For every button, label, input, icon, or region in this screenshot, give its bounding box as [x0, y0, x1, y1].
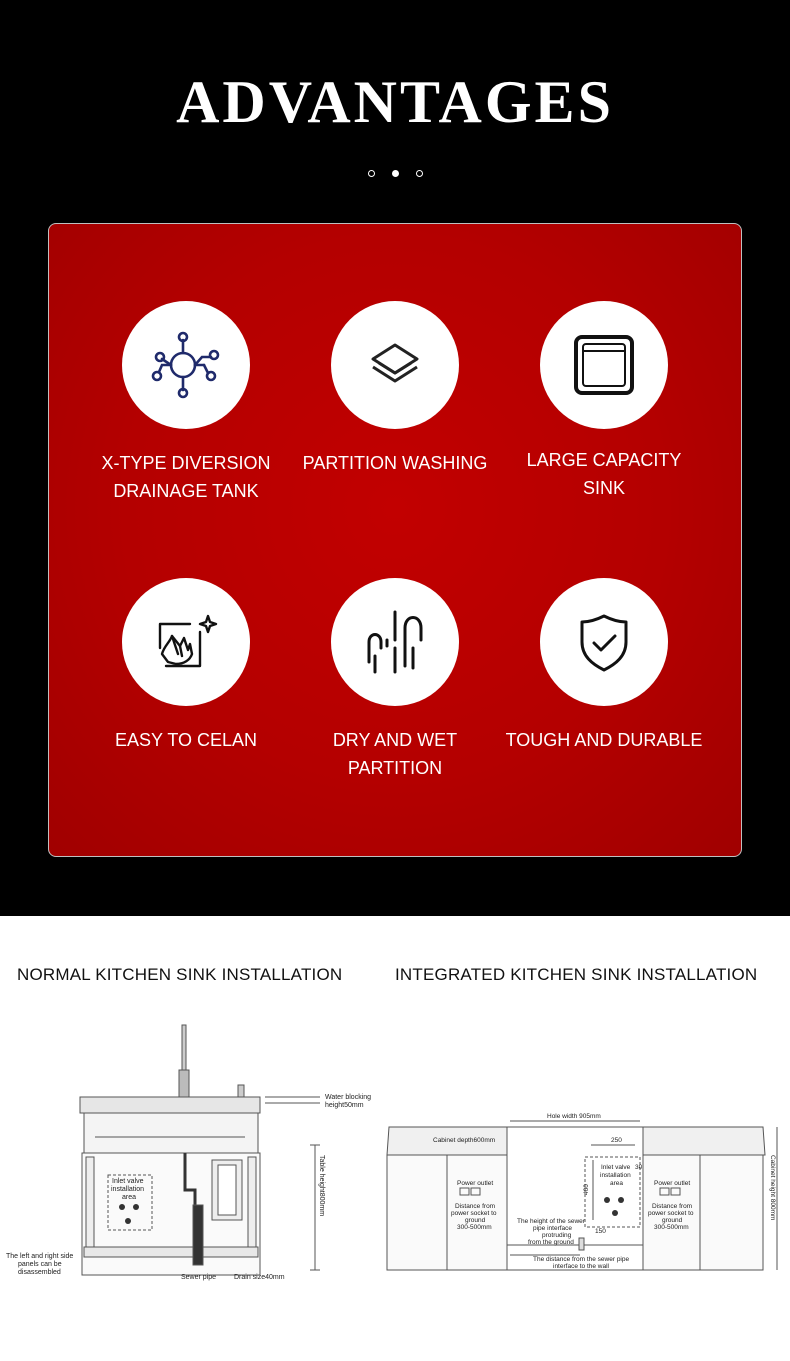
- label-sewer-height-3: protruding: [542, 1232, 572, 1239]
- label-distance-right-2: power socket to: [648, 1210, 694, 1217]
- label-power-outlet-left: Power outlet: [457, 1180, 494, 1187]
- label-dim-30: 30: [635, 1164, 643, 1171]
- label-dim-250: 250: [611, 1137, 622, 1144]
- feature-icon-circle: [122, 301, 250, 429]
- label-inlet-area: area: [122, 1194, 137, 1201]
- label-dim-400: 400: [583, 1184, 590, 1195]
- normal-installation-title: NORMAL KITCHEN SINK INSTALLATION: [17, 965, 343, 984]
- label-water-blocking-height: height50mm: [325, 1102, 364, 1109]
- normal-sink-diagram: [0, 1015, 395, 1290]
- feature-label: PARTITION WASHING: [302, 453, 488, 473]
- label-distance-2: power socket to: [451, 1210, 497, 1217]
- hand-wipe-sparkle-icon: [150, 606, 222, 678]
- feature-label: LARGE CAPACITY SINK: [526, 450, 682, 498]
- label-inlet-installation: installation: [600, 1172, 631, 1179]
- label-dim-150: 150: [595, 1228, 606, 1235]
- label-sewer-pipe: Sewer pipe: [181, 1274, 217, 1281]
- label-distance-right-3: ground: [662, 1217, 683, 1224]
- integrated-sink-diagram: [385, 1105, 790, 1280]
- label-inlet-valve: Inlet valve: [601, 1164, 631, 1171]
- label-inlet-installation: installation: [111, 1186, 145, 1193]
- feature-dry-wet-partition: [295, 578, 495, 782]
- label-water-blocking: Water blocking: [325, 1094, 372, 1101]
- page-title: ADVANTAGES: [176, 69, 614, 135]
- label-sewer-height-2: pipe interface: [533, 1225, 573, 1232]
- features-panel: [48, 223, 742, 857]
- label-sewer-height-1: The height of the sewer: [517, 1218, 585, 1225]
- feature-icon-circle: [540, 578, 668, 706]
- label-distance-4: 300-500mm: [457, 1224, 492, 1231]
- label-sewer-distance-2: interface to the wall: [553, 1263, 610, 1270]
- feature-label: DRY AND WET PARTITION: [332, 730, 458, 778]
- label-side-panels-3: disassembled: [18, 1269, 61, 1276]
- integrated-installation-title: INTEGRATED KITCHEN SINK INSTALLATION: [395, 965, 758, 984]
- label-distance-right-4: 300-500mm: [654, 1224, 689, 1231]
- label-drain-size: Drain size40mm: [234, 1274, 285, 1281]
- carousel-dots: [0, 170, 790, 177]
- shield-check-icon: [568, 606, 640, 678]
- carousel-dot-1[interactable]: [368, 170, 375, 177]
- feature-icon-circle: [122, 578, 250, 706]
- label-side-panels-2: panels can be: [18, 1261, 62, 1268]
- water-flow-icon: [359, 606, 431, 678]
- label-table-height: Table height800mm: [318, 1155, 325, 1217]
- feature-x-type-diversion: [86, 301, 286, 505]
- feature-icon-circle: [331, 301, 459, 429]
- sink-basin-icon: [568, 329, 640, 401]
- label-hole-width: Hole width 905mm: [547, 1113, 601, 1120]
- feature-label: X-TYPE DIVERSION DRAINAGE TANK: [101, 453, 271, 501]
- label-power-outlet-right: Power outlet: [654, 1180, 691, 1187]
- label-distance-3: ground: [465, 1217, 486, 1224]
- feature-label: TOUGH AND DURABLE: [505, 730, 703, 750]
- feature-icon-circle: [331, 578, 459, 706]
- feature-large-capacity-sink: [504, 301, 704, 502]
- label-inlet-area: area: [610, 1180, 624, 1187]
- carousel-dot-2-active[interactable]: [392, 170, 399, 177]
- feature-icon-circle: [540, 301, 668, 429]
- label-distance-right-1: Distance from: [652, 1203, 693, 1210]
- label-cabinet-height: Cabinet height 800mm: [769, 1155, 776, 1221]
- feature-partition-washing: [295, 301, 495, 477]
- feature-tough-durable: [504, 578, 704, 754]
- carousel-dot-3[interactable]: [416, 170, 423, 177]
- layers-icon: [359, 329, 431, 401]
- branch-diversion-icon: [150, 329, 222, 401]
- feature-easy-to-clean: [86, 578, 286, 754]
- label-side-panels-1: The left and right side: [6, 1253, 74, 1260]
- label-sewer-distance-1: The distance from the sewer pipe: [533, 1256, 630, 1263]
- label-sewer-height-4: from the ground: [528, 1239, 574, 1246]
- label-distance-1: Distance from: [455, 1203, 496, 1210]
- label-cabinet-depth: Cabinet depth600mm: [433, 1137, 496, 1144]
- feature-label: EASY TO CELAN: [114, 730, 258, 750]
- label-inlet-valve: Inlet valve: [112, 1178, 144, 1185]
